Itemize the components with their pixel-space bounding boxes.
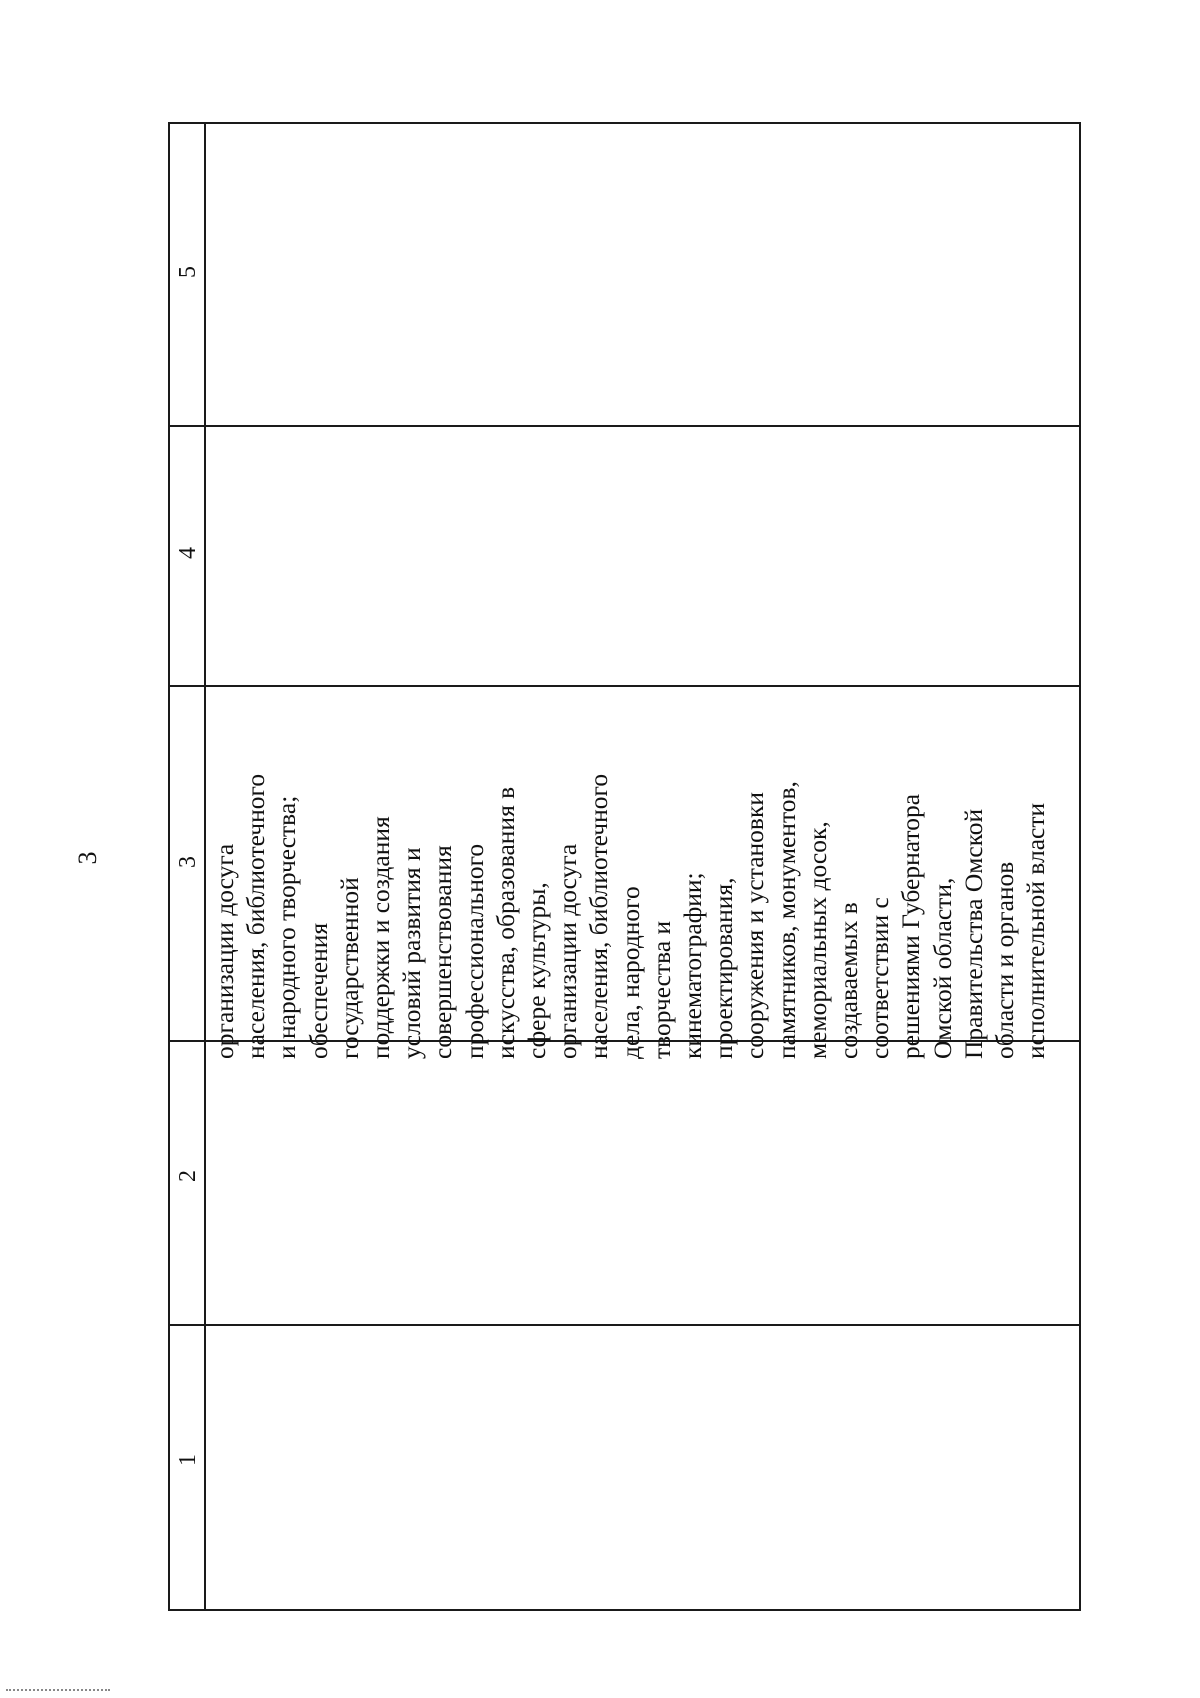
cell-line: обеспечения xyxy=(303,922,333,1059)
cell-line: исполнительной власти xyxy=(1021,802,1051,1059)
cell-line: Правительства Омской xyxy=(958,808,988,1059)
cell-line: памятников, монументов, xyxy=(771,781,801,1059)
column-separator-3-4 xyxy=(168,685,1081,687)
cell-line: и народного творчества; xyxy=(272,795,302,1059)
cell-line: государственной xyxy=(334,877,364,1059)
column-number-2: 2 xyxy=(175,1170,201,1182)
cell-line: профессионального xyxy=(459,843,489,1059)
cell-line: условий развития и xyxy=(397,847,427,1059)
cell-line: решениями Губернатора xyxy=(896,793,926,1059)
table-border-left xyxy=(168,122,170,1611)
column-number-3: 3 xyxy=(175,856,201,868)
column-number-4: 4 xyxy=(175,547,201,559)
table-border-top xyxy=(168,122,1081,124)
cell-line: сфере культуры, xyxy=(522,882,552,1059)
cell-line: области и органов xyxy=(990,861,1020,1059)
scan-artifact xyxy=(6,1689,110,1694)
cell-line: искусства, образования в xyxy=(490,786,520,1059)
cell-line: Омской области, xyxy=(927,877,957,1059)
cell-line: творчества и xyxy=(646,920,676,1059)
column-number-5: 5 xyxy=(175,266,201,278)
cell-line: мемориальных досок, xyxy=(802,821,832,1059)
cell-line: соответствии с xyxy=(865,897,895,1059)
cell-line: поддержки и создания xyxy=(366,816,396,1059)
cell-line: организации досуга xyxy=(210,843,239,1059)
cell-line: кинематографии; xyxy=(678,872,708,1059)
cell-line: совершенствования xyxy=(428,845,458,1059)
cell-line: дела, народного xyxy=(615,886,645,1059)
table-border-bottom xyxy=(168,1609,1081,1611)
column-3-cell-text xyxy=(209,719,1079,1059)
column-separator-4-5 xyxy=(168,425,1081,427)
cell-line: сооружения и установки xyxy=(740,792,770,1059)
cell-line: организации досуга xyxy=(553,843,583,1059)
table-border-right xyxy=(1079,122,1081,1611)
cell-line: проектирования, xyxy=(709,877,739,1059)
column-number-1: 1 xyxy=(175,1454,201,1466)
cell-line: населения, библиотечного xyxy=(241,773,271,1059)
column-separator-1-2 xyxy=(168,1324,1081,1326)
cell-line: создаваемых в xyxy=(834,902,864,1059)
cell-line: населения, библиотечного xyxy=(584,773,614,1059)
page-number: 3 xyxy=(73,851,102,865)
